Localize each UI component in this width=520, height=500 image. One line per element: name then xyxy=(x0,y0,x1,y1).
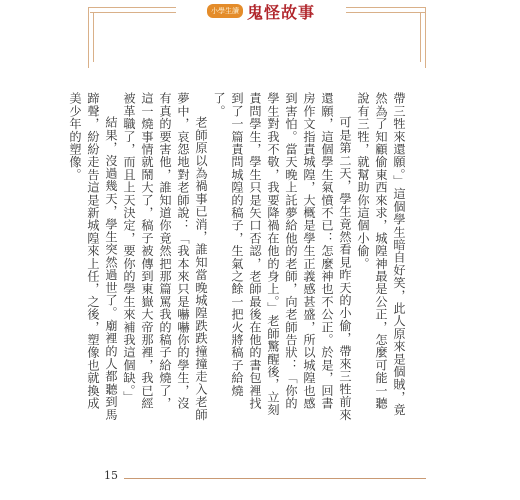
page-number: 15 xyxy=(104,469,118,482)
paragraph: 老師原以為禍事已消，誰知當晚城隍跌跌撞撞走入老師夢中，哀怨地對老師說：「我本來只是嚇嚇你的學生，沒有真的要害他，誰知道你竟然把那篇罵我的稿子給燒了，這一燒事情就鬧大了，稿子被傳到東嶽大帝那裡，我已經被革職了，而且上天決定，要你的學生來補我這個缺。」 xyxy=(122,92,208,422)
body-text xyxy=(66,92,408,422)
series-label: 小學生讀 xyxy=(207,4,243,18)
paragraph: 可是第二天，學生竟然看見昨天的小偷，帶來三牲前來還願，這個學生氣憤不已：怎麼神也不公正。於是，回書房作文指責城隍，大概是學生正義感甚盛，所以城隍也感到害怕。當天晚上託夢給他的老師，向老師告狀：「你的學生對我不敬，我要降禍在他的身上。」老師驚醒後，立刻責問學生，學生只是矢口否認，老師最後在他的書包裡找到了一篇責問城隍的稿子，生氣之餘一把火將稿子給燒了。 xyxy=(212,92,352,422)
running-header xyxy=(176,0,346,22)
footer-rule xyxy=(124,478,426,479)
paragraph: 帶三牲來還願。」這個學生暗自好笑，此人原來是個賊，竟然為了知顧偷東西來求，城隍神最是公正，怎麼可能一聽說有三牲，就幫助你這個小偷。 xyxy=(356,92,406,417)
book-title: 鬼怪故事 xyxy=(246,2,315,22)
paragraph: 結果，沒過幾天，學生突然過世了。廟裡的人都聽到馬蹄聲，紛紛走告這是新城隍來上任，之後，塑像也就換成美少年的塑像。 xyxy=(68,92,118,422)
header-frame-left-inner xyxy=(93,12,102,62)
header-frame-right-inner xyxy=(412,12,421,62)
